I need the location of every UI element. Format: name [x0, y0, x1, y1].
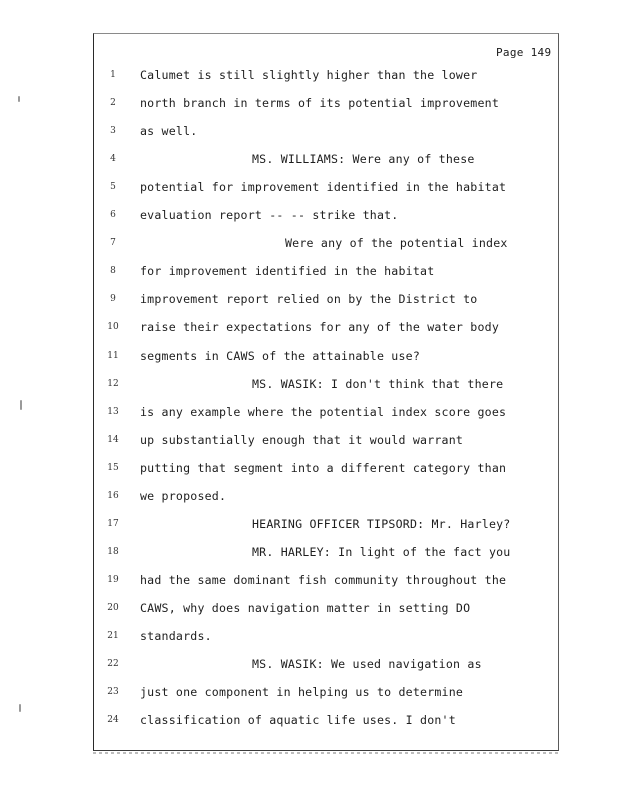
transcript-line-text: evaluation report -- -- strike that. — [140, 208, 399, 223]
line-number: 19 — [107, 574, 119, 585]
transcript-line-text: MR. HARLEY: In light of the fact you — [252, 544, 511, 559]
line-number: 6 — [110, 210, 116, 221]
scan-mark — [19, 704, 21, 712]
line-number: 5 — [110, 182, 116, 193]
line-number: 4 — [110, 154, 116, 165]
line-number: 20 — [107, 602, 119, 613]
transcript-line-text: had the same dominant fish community throughout the — [140, 572, 507, 587]
line-number: 3 — [110, 126, 116, 137]
line-number: 7 — [110, 238, 116, 249]
transcript-line-text: Calumet is still slightly higher than the lower — [140, 68, 478, 82]
page-number-label: Page 149 — [496, 46, 552, 59]
transcript-line-text: is any example where the potential index score goes — [140, 404, 507, 419]
line-number: 23 — [107, 687, 119, 698]
transcript-line-text: for improvement identified in the habitat — [140, 264, 435, 279]
line-number: 14 — [107, 434, 119, 445]
line-number: 10 — [107, 322, 119, 333]
line-number: 22 — [107, 659, 119, 670]
transcript-line-text: MS. WILLIAMS: Were any of these — [252, 152, 475, 167]
scan-mark — [18, 96, 20, 102]
transcript-line-text: just one component in helping us to determine — [140, 685, 464, 700]
transcript-line-text: segments in CAWS of the attainable use? — [140, 348, 421, 363]
line-number: 1 — [110, 70, 116, 80]
transcript-line-text: improvement report relied on by the District to — [140, 292, 478, 307]
transcript-line-text: standards. — [140, 629, 212, 643]
transcript-line-text: up substantially enough that it would warrant — [140, 432, 464, 447]
line-number: 12 — [107, 378, 119, 389]
transcript-line-text: raise their expectations for any of the water body — [140, 320, 500, 335]
line-number: 11 — [107, 350, 119, 361]
line-number: 18 — [107, 546, 119, 557]
line-number: 21 — [107, 631, 119, 641]
line-number: 24 — [107, 715, 119, 726]
transcript-line-text: Were any of the potential index — [285, 236, 508, 251]
transcript-line-text: potential for improvement identified in the habitat — [140, 180, 507, 195]
transcript-line-text: classification of aquatic life uses. I don't — [140, 713, 456, 728]
transcript-line-text: as well. — [140, 124, 198, 139]
transcript-line-text: CAWS, why does navigation matter in setting DO — [140, 600, 471, 615]
transcript-line-text: MS. WASIK: We used navigation as — [252, 657, 482, 672]
line-number: 2 — [110, 98, 116, 109]
transcript-line-text: HEARING OFFICER TIPSORD: Mr. Harley? — [252, 516, 511, 531]
line-number: 15 — [107, 462, 119, 473]
line-number: 17 — [107, 518, 119, 529]
transcript-line-text: putting that segment into a different category than — [140, 460, 507, 475]
scan-mark — [20, 400, 22, 410]
transcript-line-text: north branch in terms of its potential improvement — [140, 96, 500, 111]
line-number: 16 — [107, 490, 119, 501]
line-number: 8 — [110, 266, 116, 277]
line-number: 9 — [110, 294, 116, 305]
transcript-line-text: we proposed. — [140, 488, 227, 503]
scan-edge — [93, 752, 559, 754]
line-number: 13 — [107, 406, 119, 417]
transcript-line-text: MS. WASIK: I don't think that there — [252, 376, 504, 391]
